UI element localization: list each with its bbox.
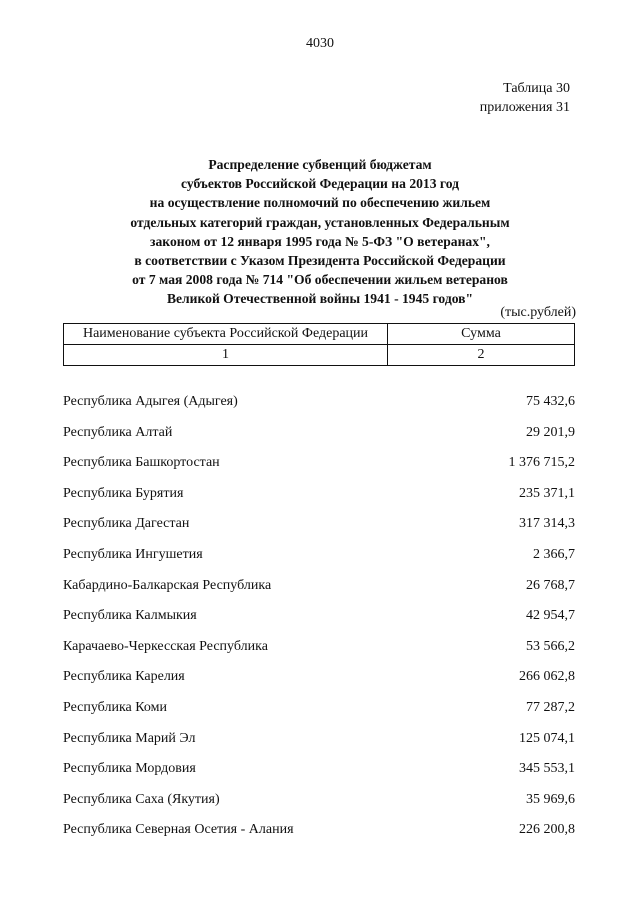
region-name: Республика Марий Эл — [63, 730, 196, 746]
region-name: Республика Бурятия — [63, 485, 184, 501]
title-line: от 7 мая 2008 года № 714 "Об обеспечении жильем ветеранов — [132, 272, 508, 288]
region-name: Республика Дагестан — [63, 516, 190, 532]
table-row — [63, 608, 575, 639]
column-number-2: 2 — [388, 345, 575, 366]
table-row — [63, 731, 575, 762]
amount: 317 314,3 — [519, 516, 575, 532]
title-line: субъектов Российской Федерации на 2013 год — [180, 176, 460, 192]
region-name: Республика Адыгея (Адыгея) — [63, 394, 238, 409]
amount: 2 366,7 — [533, 546, 575, 562]
amount: 53 566,2 — [526, 638, 575, 654]
table-body — [63, 394, 575, 853]
document-title — [60, 155, 580, 309]
table-row — [63, 486, 575, 517]
region-name: Республика Мордовия — [63, 761, 196, 777]
title-line: законом от 12 января 1995 года № 5-ФЗ "О ветеранах", — [150, 233, 490, 249]
table-row — [63, 455, 575, 486]
region-name: Республика Северная Осетия - Алания — [63, 822, 294, 838]
amount: 235 371,1 — [519, 485, 575, 501]
region-name: Республика Саха (Якутия) — [63, 791, 220, 807]
table-row — [63, 761, 575, 792]
column-number-row — [64, 345, 575, 366]
table-header — [63, 323, 575, 366]
table-row — [63, 792, 575, 823]
amount: 35 969,6 — [526, 791, 575, 807]
region-name: Кабардино-Балкарская Республика — [63, 577, 272, 593]
title-line: Распределение субвенций бюджетам — [208, 157, 432, 172]
amount: 42 954,7 — [526, 608, 575, 624]
amount: 75 432,6 — [526, 394, 575, 409]
amount: 1 376 715,2 — [508, 455, 575, 471]
table-row — [63, 822, 575, 853]
amount: 26 768,7 — [526, 577, 575, 593]
table-row — [63, 639, 575, 670]
page-number: 4030 — [306, 36, 334, 51]
region-name: Республика Ингушетия — [63, 546, 203, 562]
amount: 29 201,9 — [526, 424, 575, 440]
amount: 125 074,1 — [519, 730, 575, 746]
header-row — [64, 324, 575, 345]
column-header-name: Наименование субъекта Российской Федерации — [64, 324, 388, 345]
table-row — [63, 700, 575, 731]
units-label: (тыс.рублей) — [500, 305, 576, 320]
region-name: Республика Алтай — [63, 424, 173, 440]
region-name: Республика Башкортостан — [63, 455, 220, 471]
table-row — [63, 669, 575, 700]
table-row — [63, 547, 575, 578]
title-line: на осуществление полномочий по обеспечению жильем — [149, 195, 491, 211]
region-name: Республика Карелия — [63, 669, 185, 685]
table-row — [63, 516, 575, 547]
appendix-number: приложения 31 — [479, 100, 570, 115]
amount: 77 287,2 — [526, 699, 575, 715]
amount: 266 062,8 — [519, 669, 575, 685]
title-line: в соответствии с Указом Президента Российской Федерации — [134, 253, 506, 269]
region-name: Карачаево-Черкесская Республика — [63, 638, 268, 654]
table-number: Таблица 30 — [503, 81, 570, 96]
amount: 226 200,8 — [519, 822, 575, 838]
table-row — [63, 394, 575, 425]
table-reference — [480, 79, 570, 117]
table-row — [63, 425, 575, 456]
column-number-1: 1 — [64, 345, 388, 366]
region-name: Республика Калмыкия — [63, 608, 197, 624]
title-line: Великой Отечественной войны 1941 - 1945 годов" — [166, 291, 474, 307]
table-row — [63, 578, 575, 609]
region-name: Республика Коми — [63, 699, 167, 715]
amount: 345 553,1 — [519, 761, 575, 777]
title-line: отдельных категорий граждан, установленных Федеральным — [130, 214, 510, 230]
column-header-amount: Сумма — [388, 324, 575, 345]
